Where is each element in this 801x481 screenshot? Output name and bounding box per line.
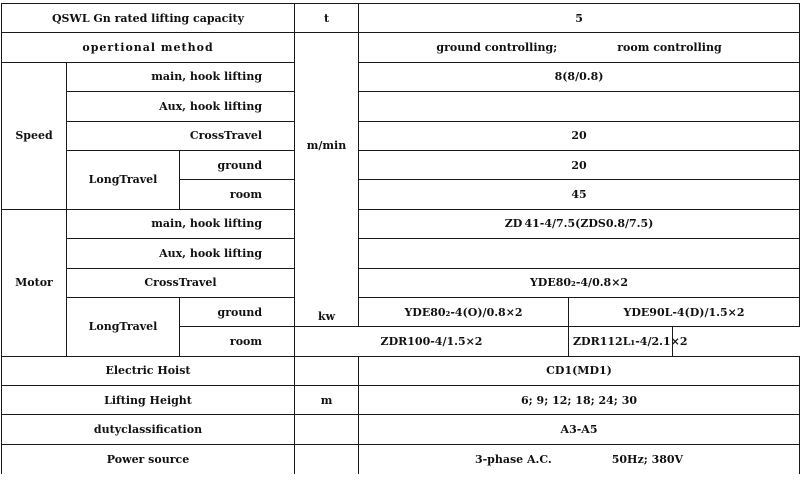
operation-method-value [359,33,800,62]
table-row [2,239,800,268]
motor-main-hook-label: main, hook lifting [67,209,295,238]
table-row [2,209,800,238]
table-row [2,150,800,179]
duty-class-unit [295,415,359,444]
table-row [2,386,800,415]
speed-long-travel-room-value: 45 [359,180,800,209]
speed-motor-unit-cell [295,33,359,327]
motor-group-label: Motor [2,209,67,356]
speed-cross-travel-label: CrossTravel [67,121,295,150]
lifting-height-label: Lifting Height [2,386,295,415]
rated-capacity-unit: t [295,4,359,33]
table-row [2,415,800,444]
electric-hoist-value: CD1(MD1) [359,356,800,385]
spec-table [1,3,800,474]
power-source-label: Power source [2,444,295,473]
motor-long-travel-room-value-2: ZDR112L₁-4/2.1×2 [569,327,673,356]
table-row [2,92,800,121]
speed-long-travel-label: LongTravel [67,150,180,209]
speed-aux-hook-value [359,92,800,121]
speed-long-travel-ground-label: ground [180,150,295,179]
speed-long-travel-room-label: room [180,180,295,209]
motor-aux-hook-label: Aux, hook lifting [67,239,295,268]
rated-capacity-value: 5 [359,4,800,33]
duty-class-value: A3-A5 [359,415,800,444]
operation-method-ground: ground controlling; [436,41,558,55]
power-source-value [359,444,800,473]
electric-hoist-unit [295,356,359,385]
speed-main-hook-value: 8(8/0.8) [359,62,800,91]
motor-long-travel-ground-value-2: YDE90L-4(D)/1.5×2 [569,297,800,326]
motor-cross-travel-value: YDE80₂-4/0.8×2 [359,268,800,297]
table-row [2,268,800,297]
lifting-height-value: 6; 9; 12; 18; 24; 30 [359,386,800,415]
motor-unit: kw [317,309,336,323]
power-source-unit [295,444,359,473]
power-source-phase: 3-phase A.C. [474,452,552,466]
speed-unit: m/min [306,138,347,152]
table-row [2,356,800,385]
motor-long-travel-ground-label: ground [180,297,295,326]
table-row [2,297,800,326]
motor-long-travel-label: LongTravel [67,297,180,356]
speed-main-hook-label: main, hook lifting [67,62,295,91]
table-row [2,4,800,33]
electric-hoist-label: Electric Hoist [2,356,295,385]
lifting-height-unit: m [295,386,359,415]
motor-main-hook-value: ZD 41-4/7.5(ZDS0.8/7.5) [359,209,800,238]
speed-long-travel-ground-value: 20 [359,150,800,179]
duty-class-label: dutyclassification [2,415,295,444]
operation-method-label: opertional method [2,33,295,62]
power-source-frequency: 50Hz; 380V [611,452,684,466]
motor-long-travel-room-value-1: ZDR100-4/1.5×2 [295,327,569,356]
rated-capacity-label: QSWL Gn rated lifting capacity [2,4,295,33]
table-row [2,121,800,150]
motor-long-travel-ground-value-1: YDE80₂-4(O)/0.8×2 [359,297,569,326]
table-row [2,33,800,62]
motor-aux-hook-value [359,239,800,268]
operation-method-room: room controlling [617,41,722,55]
speed-cross-travel-value: 20 [359,121,800,150]
motor-cross-travel-label: CrossTravel [67,268,295,297]
speed-group-label: Speed [2,62,67,209]
speed-aux-hook-label: Aux, hook lifting [67,92,295,121]
table-row [2,444,800,473]
motor-long-travel-room-label: room [180,327,295,356]
table-row [2,62,800,91]
